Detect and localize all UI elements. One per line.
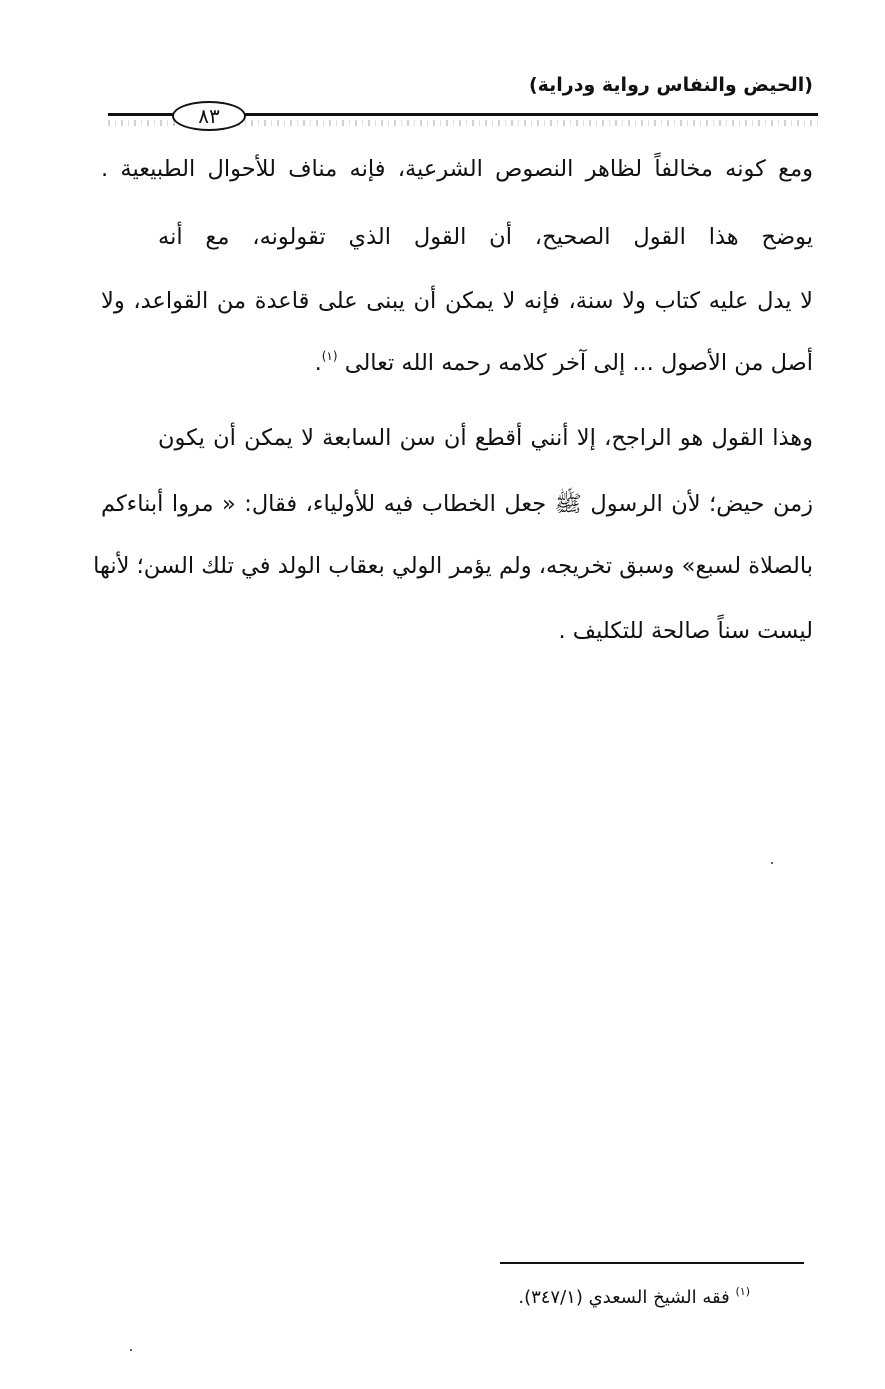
scan-speck xyxy=(130,1349,132,1351)
footnote-marker: (١) xyxy=(735,1285,750,1298)
body-line-8: ليست سناً صالحة للتكليف . xyxy=(558,618,813,644)
footnote-text: فقه الشيخ السعدي (٣٤٧/١). xyxy=(518,1287,730,1308)
running-title: (الحيض والنفاس رواية ودراية) xyxy=(528,74,813,96)
scan-speck xyxy=(771,862,773,864)
body-line-4-period: . xyxy=(314,350,322,376)
footnote-rule xyxy=(500,1262,804,1264)
page-number xyxy=(172,101,246,131)
body-line-4-text: أصل من الأصول ... إلى آخر كلامه رحمه الله تعالى xyxy=(344,350,813,376)
footnote-reference: (١) xyxy=(321,349,338,363)
body-line-3: لا يدل عليه كتاب ولا سنة، فإنه لا يمكن أن يبنى على قاعدة من القواعد، ولا xyxy=(101,288,813,314)
body-line-2: يوضح هذا القول الصحيح، أن القول الذي تقولونه، مع أنه xyxy=(158,224,813,250)
footnote xyxy=(518,1285,750,1308)
body-line-4 xyxy=(101,350,813,375)
body-line-5: وهذا القول هو الراجح، إلا أنني أقطع أن سن السابعة لا يمكن أن يكون xyxy=(158,425,813,451)
body-line-1: ومع كونه مخالفاً لظاهر النصوص الشرعية، فإنه مناف للأحوال الطبيعية . xyxy=(101,156,813,182)
body-line-7: بالصلاة لسبع» وسبق تخريجه، ولم يؤمر الولي بعقاب الولد في تلك السن؛ لأنها xyxy=(93,553,813,579)
page-number-text: ٨٣ xyxy=(198,104,220,128)
body-line-6: زمن حيض؛ لأن الرسول ﷺ جعل الخطاب فيه للأولياء، فقال: « مروا أبناءكم xyxy=(101,491,813,517)
